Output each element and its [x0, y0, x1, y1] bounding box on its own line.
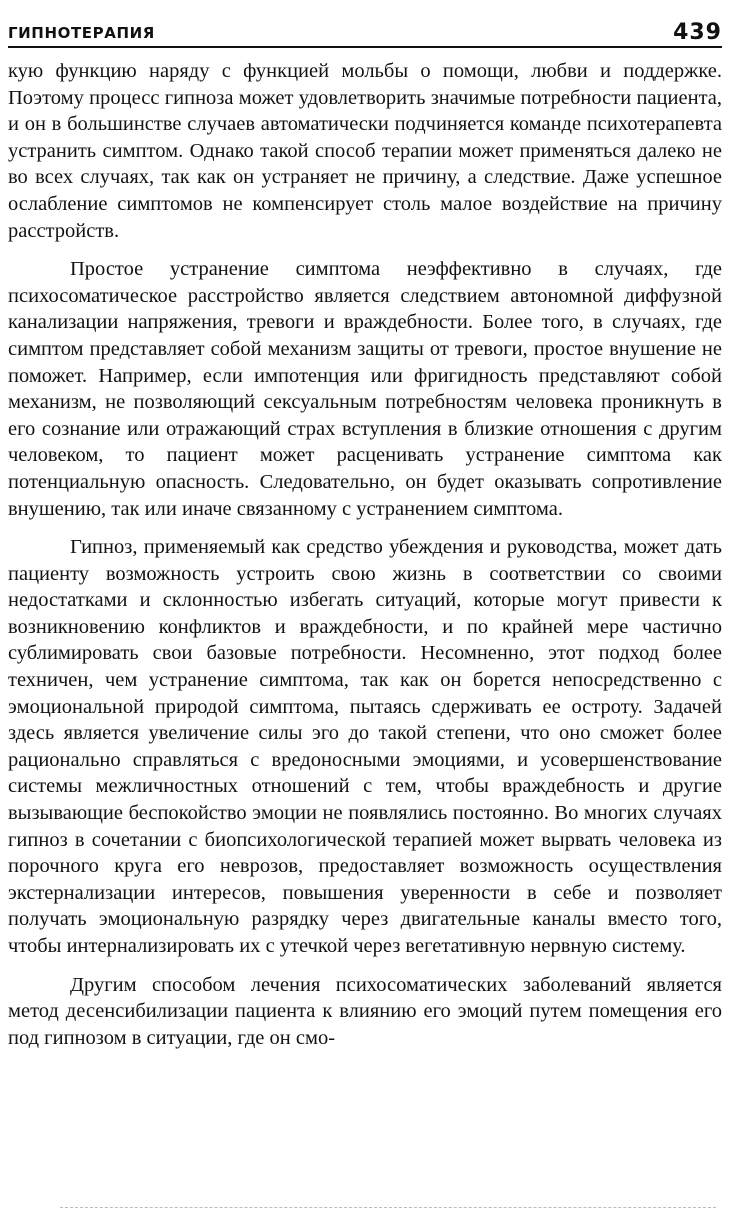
running-title: ГИПНОТЕРАПИЯ — [8, 24, 155, 42]
bottom-rule — [60, 1207, 716, 1208]
paragraph-2: Простое устранение симптома неэффективно в случаях, где психосоматическое расстройство является следствием автономной диффузной канализации напряжения, тревоги и враждебности. Более того, в случаях, где симптом представляет собой механизм защиты от тревоги, простое внушение не поможет. Например, если импотенция или фригидность представляют собой механизм, не позволяющий сексуальным потребностям человека проникнуть в его сознание или отражающий страх вступления в близкие отношения с другим человеком, то пациент может расценивать устранение симптома как потенциальную опасность. Следовательно, он будет оказывать сопротивление внушению, так или иначе связанному с устранением симптома. — [8, 258, 722, 520]
running-header — [8, 18, 722, 48]
paragraph-3: Гипноз, применяемый как средство убеждения и руководства, может дать пациенту возможность устроить свою жизнь в соответствии со своими недостатками и склонностью избегать ситуаций, которые могут привести к возникновению конфликтов и враждебности, и по крайней мере частично сублимировать свои базовые потребности. Несомненно, этот подход более техничен, чем устранение симптома, так как он борется непосредственно с эмоциональной природой симптома, пытаясь сдерживать ее остроту. Задачей здесь является увеличение силы эго до такой степени, что оно сможет более рационально справляться с вредоносными эмоциями, и усовершенствование системы межличностных отношений с тем, чтобы враждебность и другие вызывающие беспокойство эмоции не появлялись постоянно. Во многих случаях гипноз в сочетании с биопсихологической терапией может вырвать человека из порочного круга его неврозов, предоставляет возможность осуществления экстернализации интересов, повышения уверенности в себе и позволяет получать эмоциональную разрядку через двигательные каналы вместо того, чтобы интернализировать их с утечкой через вегетативную нервную систему. — [8, 536, 722, 957]
paragraph-1: кую функцию наряду с функцией мольбы о помощи, любви и поддержке. Поэтому процесс гипноза может удовлетворить значимые потребности пациента, и он в большинстве случаев автоматически подчиняется команде психотерапевта устранить симптом. Однако такой способ терапии может применяться далеко не во всех случаях, так как он устраняет не причину, а следствие. Даже успешное ослабление симптомов не компенсирует столь малое воздействие на причину расстройств. — [8, 60, 722, 242]
page-number: 439 — [673, 20, 722, 45]
paragraph-4: Другим способом лечения психосоматических заболеваний является метод десенсибилизации пациента к влиянию его эмоций путем помещения его под гипнозом в ситуации, где он смо- — [8, 973, 722, 1049]
book-page — [8, 18, 722, 1208]
body-text — [8, 58, 722, 1051]
